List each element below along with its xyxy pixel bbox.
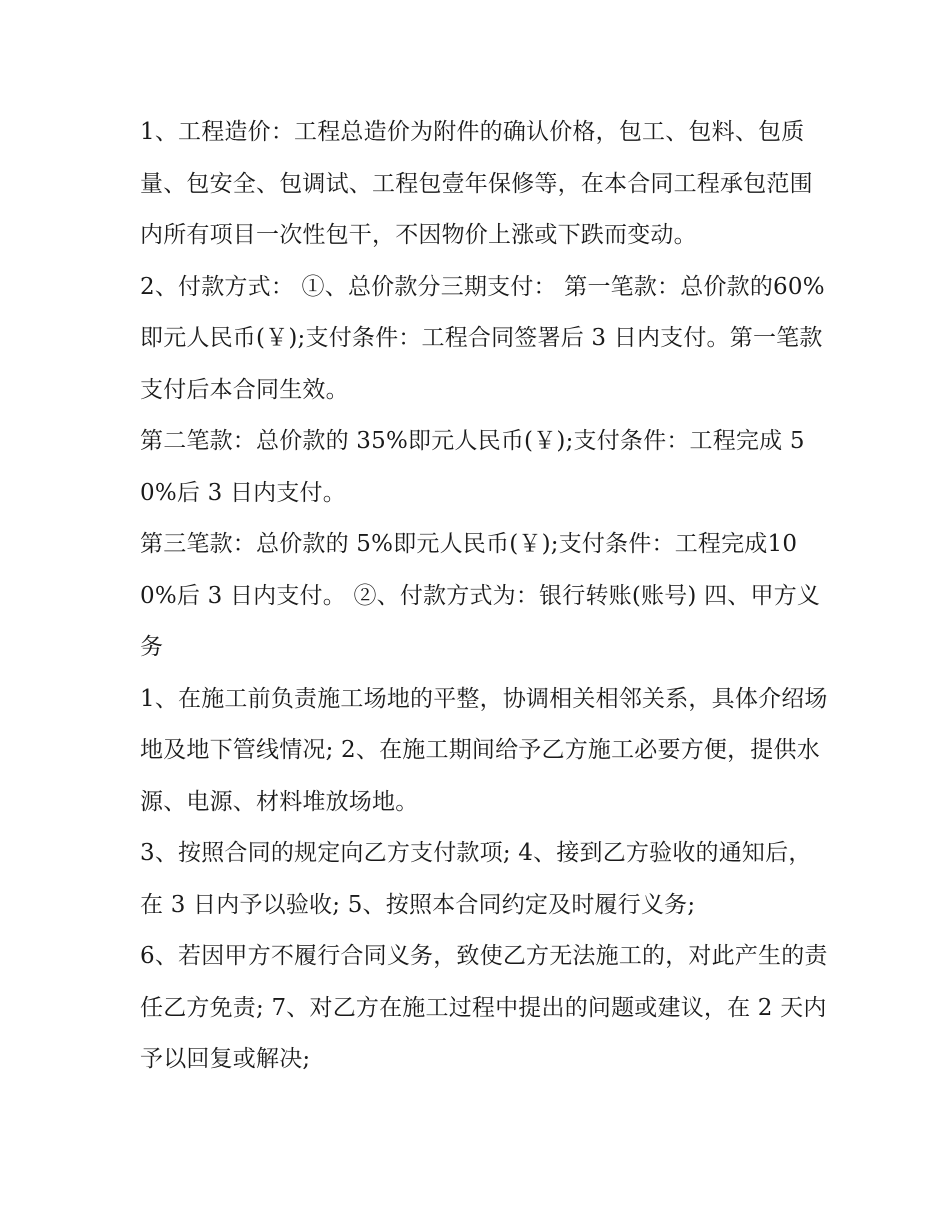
paragraph-party-a-duties-6-7: 6、若因甲方不履行合同义务，致使乙方无法施工的，对此产生的责任乙方免责; 7、对乙方在施工过程中提出的问题或建议，在 2 天内予以回复或解决; [140, 943, 828, 1072]
paragraph-party-a-duties-3-5: 3、按照合同的规定向乙方支付款项; 4、接到乙方验收的通知后，在 3 日内予以验收; 5、按照本合同约定及时履行义务; [140, 840, 812, 918]
paragraph-payment-method: 2、付款方式： ①、总价款分三期支付： 第一笔款：总价款的60%即元人民币(￥);支付条件：工程合同签署后 3 日内支付。第一笔款支付后本合同生效。 [140, 273, 825, 403]
paragraph-third-payment: 第三笔款：总价款的 5%即元人民币(￥);支付条件：工程完成100%后 3 日内支付。 ②、付款方式为：银行转账(账号) 四、甲方义务 [140, 531, 821, 660]
paragraph-party-a-duties-1-2: 1、在施工前负责施工场地的平整，协调相关相邻关系，具体介绍场地及地下管线情况; 2、在施工期间给予乙方施工必要方便，提供水源、电源、材料堆放场地。 [140, 685, 828, 815]
paragraph-second-payment: 第二笔款：总价款的 35%即元人民币(￥);支付条件：工程完成 50%后 3 日内支付。 [140, 428, 805, 506]
paragraph-project-cost: 1、工程造价：工程总造价为附件的确认价格，包工、包料、包质量、包安全、包调试、工程包壹年保修等，在本合同工程承包范围内所有项目一次性包干，不因物价上涨或下跌而变动。 [140, 119, 813, 248]
